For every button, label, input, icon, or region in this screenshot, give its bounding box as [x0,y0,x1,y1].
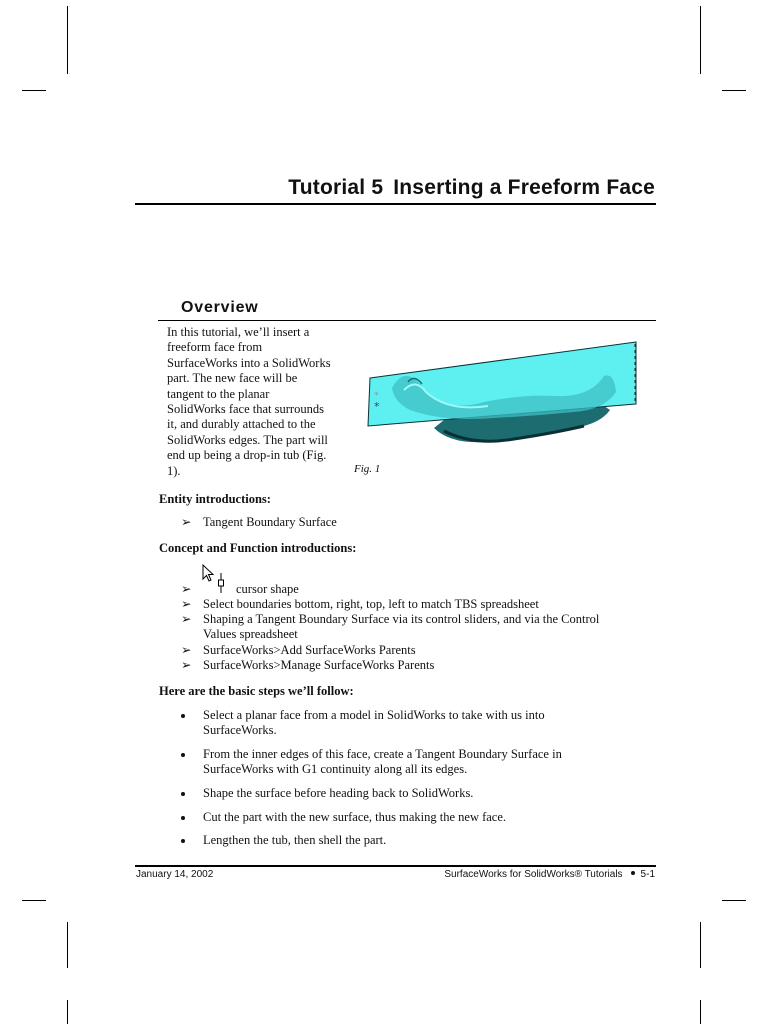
overview-heading: Overview [181,299,259,316]
arrowhead-icon: ➢ [181,515,192,529]
concept-heading: Concept and Function introductions: [159,541,357,555]
list-item-text: Values spreadsheet [203,627,298,642]
list-item [181,515,651,530]
tutorial-number: Tutorial 5 [288,176,384,199]
steps-heading: Here are the basic steps we’ll follow: [159,684,354,698]
figure-caption: Fig. 1 [354,463,381,475]
crop-mark [67,922,68,968]
footer-rule [135,865,656,867]
footer-date: January 14, 2002 [136,869,214,880]
step-text: Select a planar face from a model in SolidWorks to take with us into [203,708,545,722]
intro-line: part. The new face will be [167,371,298,386]
asterisk-marker: * [374,400,380,413]
intro-line: 1). [167,463,181,478]
intro-line: SolidWorks edges. The part will [167,432,328,447]
step-item [181,786,601,801]
intro-line: In this tutorial, we’ll insert a [167,325,310,339]
list-item-text: SurfaceWorks>Manage SurfaceWorks Parents [203,658,435,672]
crop-mark [700,1000,701,1024]
tutorial-title: Inserting a Freeform Face [393,176,655,199]
crop-mark [67,6,68,74]
tub-figure [364,336,644,452]
crop-mark [22,90,46,91]
intro-line: SolidWorks face that surrounds [167,402,324,417]
arrowhead-icon: ➢ [181,612,192,626]
bullet-icon [181,839,185,843]
arrowhead-icon: ➢ [181,582,192,596]
intro-paragraph [167,325,357,479]
intro-line: tangent to the planar [167,386,270,401]
list-item-text: cursor shape [236,582,299,596]
list-item-text: Select boundaries bottom, right, top, left to match TBS spreadsheet [203,597,539,611]
step-text: From the inner edges of this face, create a Tangent Boundary Surface in [203,747,562,761]
bullet-icon [181,753,185,757]
crop-mark [67,1000,68,1024]
page-title [288,176,655,200]
crop-mark [22,900,46,901]
entity-heading: Entity introductions: [159,492,271,506]
intro-line: end up being a drop-in tub (Fig. [167,448,327,463]
intro-line: it, and durably attached to the [167,417,316,432]
intro-line: freeform face from [167,340,263,355]
arrow-cursor-shape [203,565,213,581]
step-text: Shape the surface before heading back to SolidWorks. [203,786,474,800]
list-item [181,612,651,643]
arrowhead-icon: ➢ [181,643,192,657]
step-item [181,810,601,825]
crop-mark [700,922,701,968]
step-text: Cut the part with the new surface, thus making the new face. [203,810,507,824]
step-item [181,708,601,739]
arrowhead-icon: ➢ [181,658,192,672]
list-item-text: Tangent Boundary Surface [203,515,337,529]
asterisk-marker: * [374,391,379,401]
list-item [181,658,651,673]
step-item [181,747,601,778]
footer-info [444,869,655,880]
list-item [181,643,651,658]
crop-mark [700,6,701,74]
list-item [181,597,651,612]
bullet-icon [181,714,185,718]
list-item-text: SurfaceWorks>Add SurfaceWorks Parents [203,643,416,657]
list-item [181,582,651,597]
step-item [181,833,601,848]
arrowhead-icon: ➢ [181,597,192,611]
footer-page-number: 5-1 [640,869,655,880]
overview-rule [158,320,656,321]
footer-separator-dot [631,871,635,875]
bullet-icon [181,792,185,796]
crop-mark [722,900,746,901]
step-text: Lengthen the tub, then shell the part. [203,833,387,847]
step-text: SurfaceWorks with G1 continuity along all its edges. [203,762,468,777]
intro-line: SurfaceWorks into a SolidWorks [167,355,331,370]
list-item-text: Shaping a Tangent Boundary Surface via its control sliders, and via the Control [203,612,600,626]
bullet-icon [181,816,185,820]
footer-product: SurfaceWorks for SolidWorks® Tutorials [444,869,623,880]
title-rule [135,203,656,205]
crop-mark [722,90,746,91]
step-text: SurfaceWorks. [203,723,277,738]
